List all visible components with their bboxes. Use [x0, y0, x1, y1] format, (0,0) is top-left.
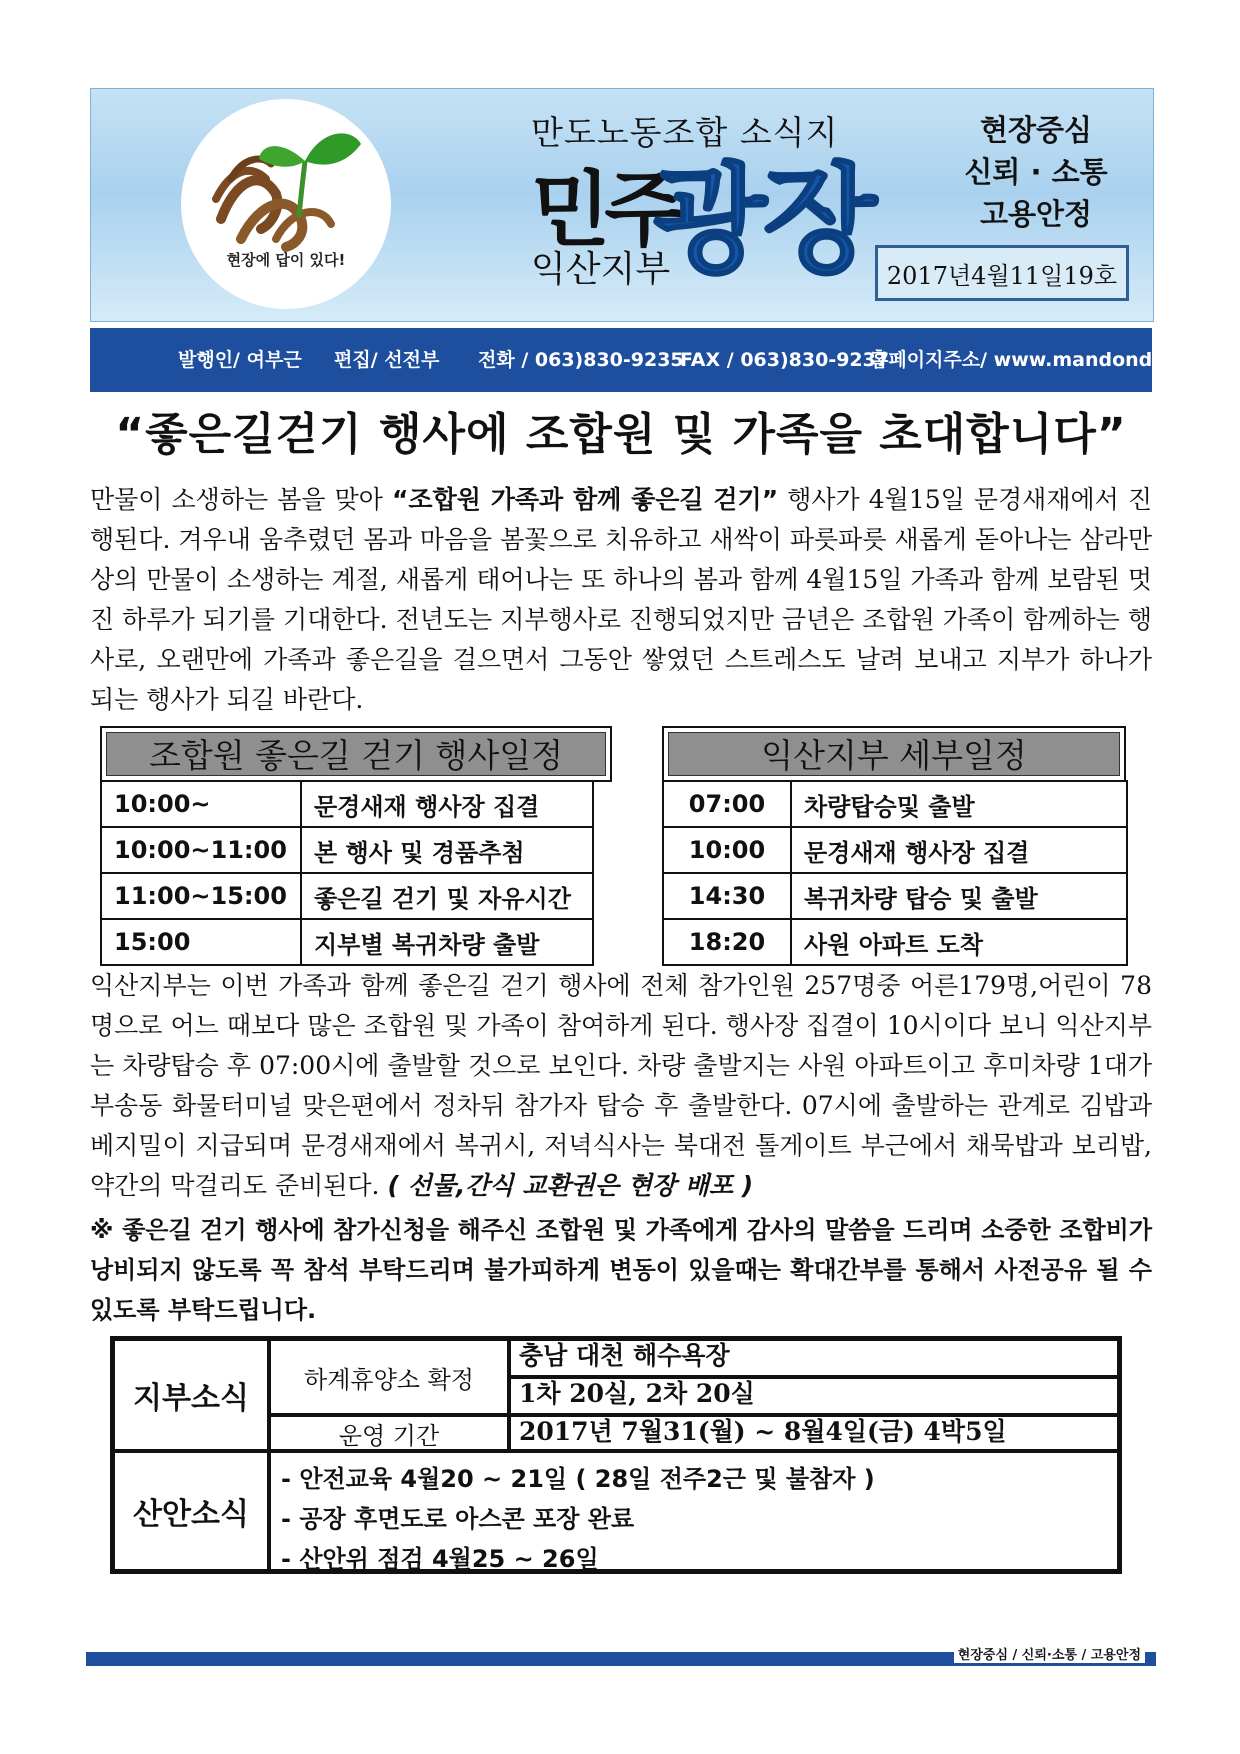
issue-date: 2017년4월11일19호 [875, 245, 1129, 301]
intro-event-name: “조합원 가족과 함께 좋은길 걷기” [391, 485, 779, 514]
branch-schedule-title: 익산지부 세부일정 [662, 726, 1126, 782]
table-row: 10:00~ 문경새재 행사장 집결 [101, 781, 593, 827]
table-row: 14:30 복귀차량 탑승 및 출발 [663, 873, 1127, 919]
table-row: 15:00 지부별 복귀차량 출발 [101, 919, 593, 965]
intro-pre: 만물이 소생하는 봄을 맞아 [90, 485, 392, 514]
editor: 편집/ 선전부 [334, 349, 440, 371]
title-minju: 민주 [531, 163, 678, 258]
list-item: - 공장 후면도로 아스콘 포장 완료 [281, 1505, 635, 1533]
table-row: 10:00~11:00 본 행사 및 경품추첨 [101, 827, 593, 873]
motto-line-3: 고용안정 [979, 197, 1093, 231]
table-row: 18:20 사원 아파트 도착 [663, 919, 1127, 965]
safety-news-list [269, 1451, 1119, 1571]
publisher: 발행인/ 여부근 [178, 349, 302, 371]
phone: 전화 / 063)830-9235 [478, 349, 684, 371]
list-item: - 산안위 점검 4월25 ~ 26일 [281, 1545, 599, 1573]
notice-paragraph: ※ 좋은길 걷기 행사에 참가신청을 해주신 조합원 및 가족에게 감사의 말씀을 드리며 소중한 조합비가 낭비되지 않도록 꼭 참석 부탁드리며 불가피하게 변동이 있을때는 확대간부를 통해서 사전공유 될 수 있도록 부탁드립니다. [90, 1216, 1152, 1324]
union-schedule-title: 조합원 좋은길 걷기 행사일정 [100, 726, 612, 782]
homepage: 홈페이지주소/ www.mandond.co.kr [870, 349, 1214, 371]
union-schedule-table [100, 780, 594, 966]
title-gwangjang: 광장 [653, 151, 873, 289]
safety-news-label: 산안소식 [113, 1451, 269, 1571]
publisher-info-bar [90, 328, 1214, 392]
motto-line-2: 신뢰 · 소통 [964, 155, 1108, 189]
branch-news-label: 지부소식 [113, 1339, 269, 1451]
table-row: 10:00 문경새재 행사장 집결 [663, 827, 1127, 873]
list-item: - 안전교육 4월20 ~ 21일 ( 28일 전주2근 및 불참자 ) [281, 1465, 875, 1493]
fax: FAX / 063)830-9237 [680, 349, 890, 371]
motto-line-1: 현장중심 [979, 113, 1093, 147]
period-label: 운영 기간 [269, 1415, 509, 1451]
union-logo [181, 99, 391, 309]
footer-motto: 현장중심 / 신뢰·소통 / 고용안정 [954, 1644, 1145, 1663]
news-box [110, 1336, 1122, 1574]
branch-schedule-table [662, 780, 1128, 966]
period-value: 2017년 7월31(월) ~ 8월4일(금) 4박5일 [509, 1415, 1119, 1451]
intro-body: 행사가 4월15일 문경새재에서 진행된다. 겨우내 움추렸던 몸과 마음을 봄꽃으로 치유하고 새싹이 파릇파릇 새롭게 돋아나는 삼라만상의 만물이 소생하는 계절, 새롭게 태어나는 또 하나의 봄과 함께 4월15일 가족과 함께 보람된 멋진 하루가 되기를 기대한다. 전년도는 지부행사로 진행되었지만 금년은 조합원 가족이 함께하는 행사로, 오랜만에 가족과 좋은길을 걸으면서 그동안 쌓였던 스트레스도 날려 보내고 지부가 하나가 되는 행사가 되길 바란다. [90, 485, 1152, 714]
resort-label: 하계휴양소 확정 [269, 1339, 509, 1415]
detail-body: 익산지부는 이번 가족과 함께 좋은길 걷기 행사에 전체 참가인원 257명중 어른179명,어린이 78명으로 어느 때보다 많은 조합원 및 가족이 참여하게 된다. 행사장 집결이 10시이다 보니 익산지부는 차량탑승 후 07:00시에 출발할 것으로 보인다. 차량 출발지는 사원 아파트이고 후미차량 1대가 부송동 화물터미널 맞은편에서 정차뒤 참가자 탑승 후 출발한다. 07시에 출발하는 관계로 김밥과 베지밀이 지급되며 문경새재에서 복귀시, 저녁식사는 북대전 톨게이트 부근에서 채묵밥과 보리밥, 약간의 막걸리도 준비된다. [90, 971, 1152, 1200]
detail-note: ( 선물,간식 교환권은 현장 배포 ) [387, 1171, 754, 1200]
newsletter-subtitle: 만도노동조합 소식지 [531, 113, 839, 152]
logo-slogan: 현장에 답이 있다! [226, 251, 346, 269]
motto [931, 109, 1141, 235]
resort-rooms: 1차 20실, 2차 20실 [509, 1377, 1119, 1415]
detail-paragraph [90, 966, 1152, 1206]
table-row: 07:00 차량탑승및 출발 [663, 781, 1127, 827]
table-row: 11:00~15:00 좋은길 걷기 및 자유시간 [101, 873, 593, 919]
intro-paragraph [90, 480, 1152, 720]
masthead [90, 88, 1154, 322]
resort-place: 충남 대천 해수욕장 [509, 1339, 1119, 1377]
headline: “좋은길걷기 행사에 조합원 및 가족을 초대합니다” [115, 409, 1127, 460]
branch-name: 익산지부 [531, 249, 671, 290]
sprout-logo-icon [181, 99, 391, 309]
